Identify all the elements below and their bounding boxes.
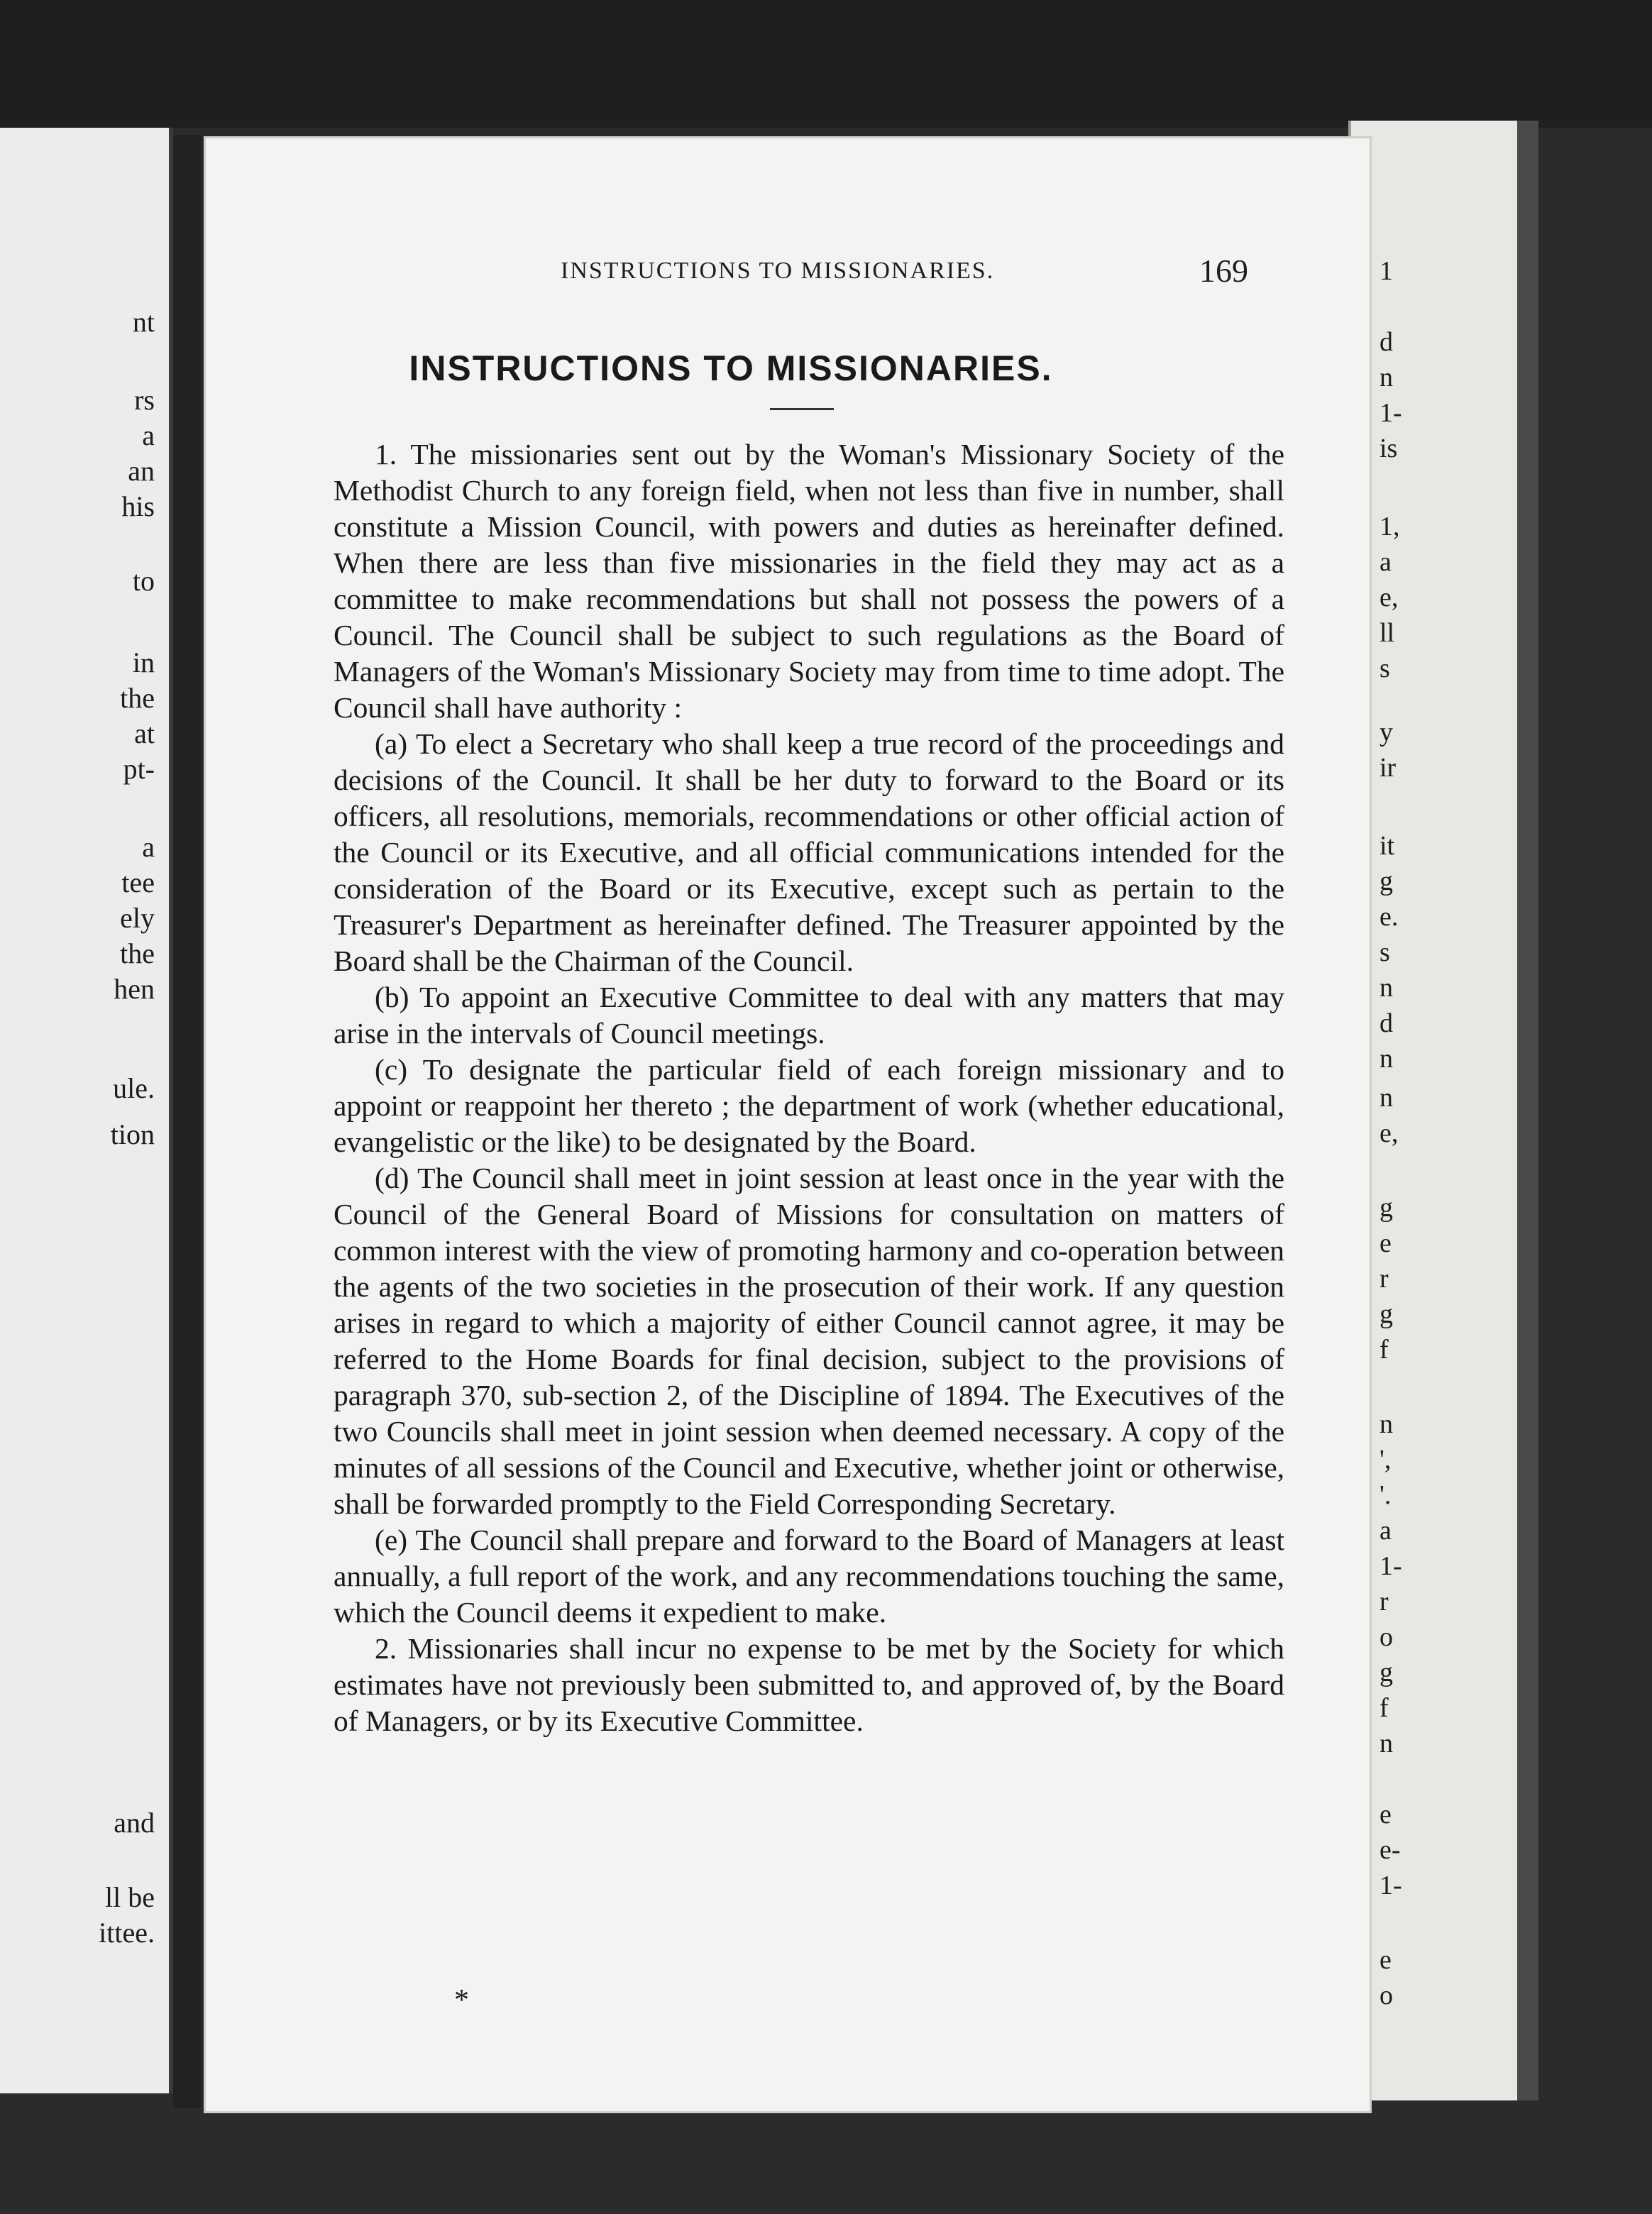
- left-fragment: an: [128, 455, 155, 487]
- left-fragment: to: [132, 565, 155, 597]
- right-fragment: n: [1380, 1729, 1393, 1758]
- left-fragment: tee: [121, 866, 155, 898]
- right-fragment: f: [1380, 1693, 1389, 1723]
- right-fragment: n: [1380, 1083, 1393, 1113]
- left-fragment: a: [142, 831, 155, 863]
- running-head-title: INSTRUCTIONS TO MISSIONARIES.: [561, 258, 995, 284]
- right-fragment: e.: [1380, 902, 1399, 932]
- left-fragment: hen: [114, 973, 155, 1005]
- left-fragment: rs: [134, 384, 155, 416]
- paragraph-e: (e) The Council shall prepare and forward to the Board of Managers at least annually, a full report of the work, and any recommendations touching the same, which the Council deems it expedient to make.: [334, 1524, 1284, 1629]
- book-gutter: [173, 135, 202, 2108]
- right-fragment: 1-: [1380, 1551, 1402, 1581]
- right-fragment: g: [1380, 1299, 1393, 1329]
- body-text: [334, 436, 1284, 1739]
- paragraph-b: (b) To appoint an Executive Committee to deal with any matters that may arise in the intervals of Council meetings.: [334, 981, 1284, 1050]
- right-fragment: e,: [1380, 1118, 1399, 1148]
- left-fragment: ely: [120, 902, 155, 934]
- right-fragment: o: [1380, 1981, 1393, 2010]
- paragraph-2: 2. Missionaries shall incur no expense to be met by the Society for which estimates have not previously been submitted to, and approved of, by the Board of Managers, or by its Executive Committee.: [334, 1632, 1284, 1737]
- footer-mark: *: [454, 1984, 469, 2017]
- right-fragment: 1,: [1380, 512, 1400, 541]
- title-divider: [770, 408, 834, 410]
- right-fragment: g: [1380, 866, 1393, 896]
- paragraph-1: 1. The missionaries sent out by the Woman's Missionary Society of the Methodist Church to any foreign field, when not less than five in number, shall constitute a Mission Council, with powers and duties as hereinafter defined. When there are less than five missionaries in the field they may act as a committee to make recommendations but shall not possess the powers of a Council. The Council shall be subject to such regulations as the Board of Managers of the Woman's Missionary Society may from time to time adopt. The Council shall have authority :: [334, 438, 1284, 724]
- right-fragment: g: [1380, 1193, 1393, 1223]
- right-fragment: a: [1380, 547, 1392, 577]
- left-fragment: a: [142, 419, 155, 451]
- right-fragment: e-: [1380, 1835, 1401, 1865]
- left-fragment: at: [134, 717, 155, 749]
- right-fragment: r: [1380, 1587, 1389, 1617]
- left-fragment: in: [132, 646, 155, 678]
- right-fragment: e: [1380, 1800, 1392, 1829]
- dark-background: [0, 0, 1652, 128]
- right-fragment: y: [1380, 717, 1393, 747]
- page-number: 169: [1199, 253, 1248, 289]
- right-fragment: d: [1380, 1008, 1393, 1038]
- right-fragment: e: [1380, 1228, 1392, 1258]
- right-fragment: d: [1380, 327, 1393, 357]
- right-fragment: 1-: [1380, 398, 1402, 428]
- left-fragment: and: [114, 1807, 155, 1839]
- left-fragment: ll be: [105, 1881, 155, 1913]
- right-fragment: '.: [1380, 1480, 1392, 1510]
- right-fragment: 1: [1380, 256, 1393, 286]
- page-title: INSTRUCTIONS TO MISSIONARIES.: [409, 348, 1053, 388]
- left-fragment: the: [120, 937, 155, 969]
- right-fragment: n: [1380, 363, 1393, 392]
- left-fragment: ittee.: [99, 1917, 155, 1949]
- page-edge: [1517, 121, 1538, 2100]
- right-fragment: it: [1380, 831, 1395, 861]
- right-fragment: a: [1380, 1516, 1392, 1546]
- left-fragment: his: [121, 490, 155, 522]
- paragraph-a: (a) To elect a Secretary who shall keep a true record of the proceedings and decisions of the Council. It shall be her duty to forward to the Board or its officers, all resolutions, memorials, recommendations or other official action of the Council or its Executive, and all official communications intended for the consideration of the Board or its Executive, except such as pertain to the Treasurer's Department as hereinafter defined. The Treasurer appointed by the Board shall be the Chairman of the Council.: [334, 727, 1284, 977]
- left-fragment: tion: [110, 1118, 155, 1150]
- left-fragment: nt: [132, 306, 155, 338]
- right-fragment: e,: [1380, 583, 1399, 612]
- right-fragment: is: [1380, 434, 1398, 463]
- right-fragment: n: [1380, 1409, 1393, 1439]
- underlying-page: [1348, 121, 1520, 2100]
- document-page: [206, 138, 1370, 2111]
- left-facing-page: [0, 128, 173, 2093]
- left-fragment: the: [120, 682, 155, 714]
- right-fragment: s: [1380, 654, 1390, 683]
- right-fragment: n: [1380, 1044, 1393, 1074]
- left-fragment: pt-: [123, 753, 155, 785]
- right-fragment: ll: [1380, 618, 1395, 648]
- right-fragment: ',: [1380, 1445, 1392, 1475]
- right-fragment: s: [1380, 937, 1390, 967]
- right-fragment: n: [1380, 973, 1393, 1003]
- right-fragment: e: [1380, 1945, 1392, 1975]
- right-fragment: g: [1380, 1658, 1393, 1687]
- right-fragment: f: [1380, 1335, 1389, 1365]
- right-fragment: 1-: [1380, 1871, 1402, 1900]
- right-fragment: r: [1380, 1264, 1389, 1294]
- left-fragment: ule.: [113, 1072, 155, 1104]
- paragraph-d: (d) The Council shall meet in joint session at least once in the year with the Council of the General Board of Missions for consultation on matters of common interest with the view of promoting harmony and co-operation between the agents of the two societies in the prosecution of their work. If any question arises in regard to which a majority of either Council cannot agree, it may be referred to the Home Boards for final decision, subject to the provisions of paragraph 370, sub-section 2, of the Discipline of 1894. The Executives of the two Councils shall meet in joint session when deemed necessary. A copy of the minutes of all sessions of the Council and Executive, whether joint or otherwise, shall be forwarded promptly to the Field Corresponding Secretary.: [334, 1162, 1284, 1520]
- paragraph-c: (c) To designate the particular field of each foreign missionary and to appoint or reappoint her thereto ; the department of work (whether educational, evangelistic or the like) to be designated by the Board.: [334, 1053, 1284, 1158]
- right-fragment: o: [1380, 1622, 1393, 1652]
- right-fragment: ir: [1380, 753, 1397, 783]
